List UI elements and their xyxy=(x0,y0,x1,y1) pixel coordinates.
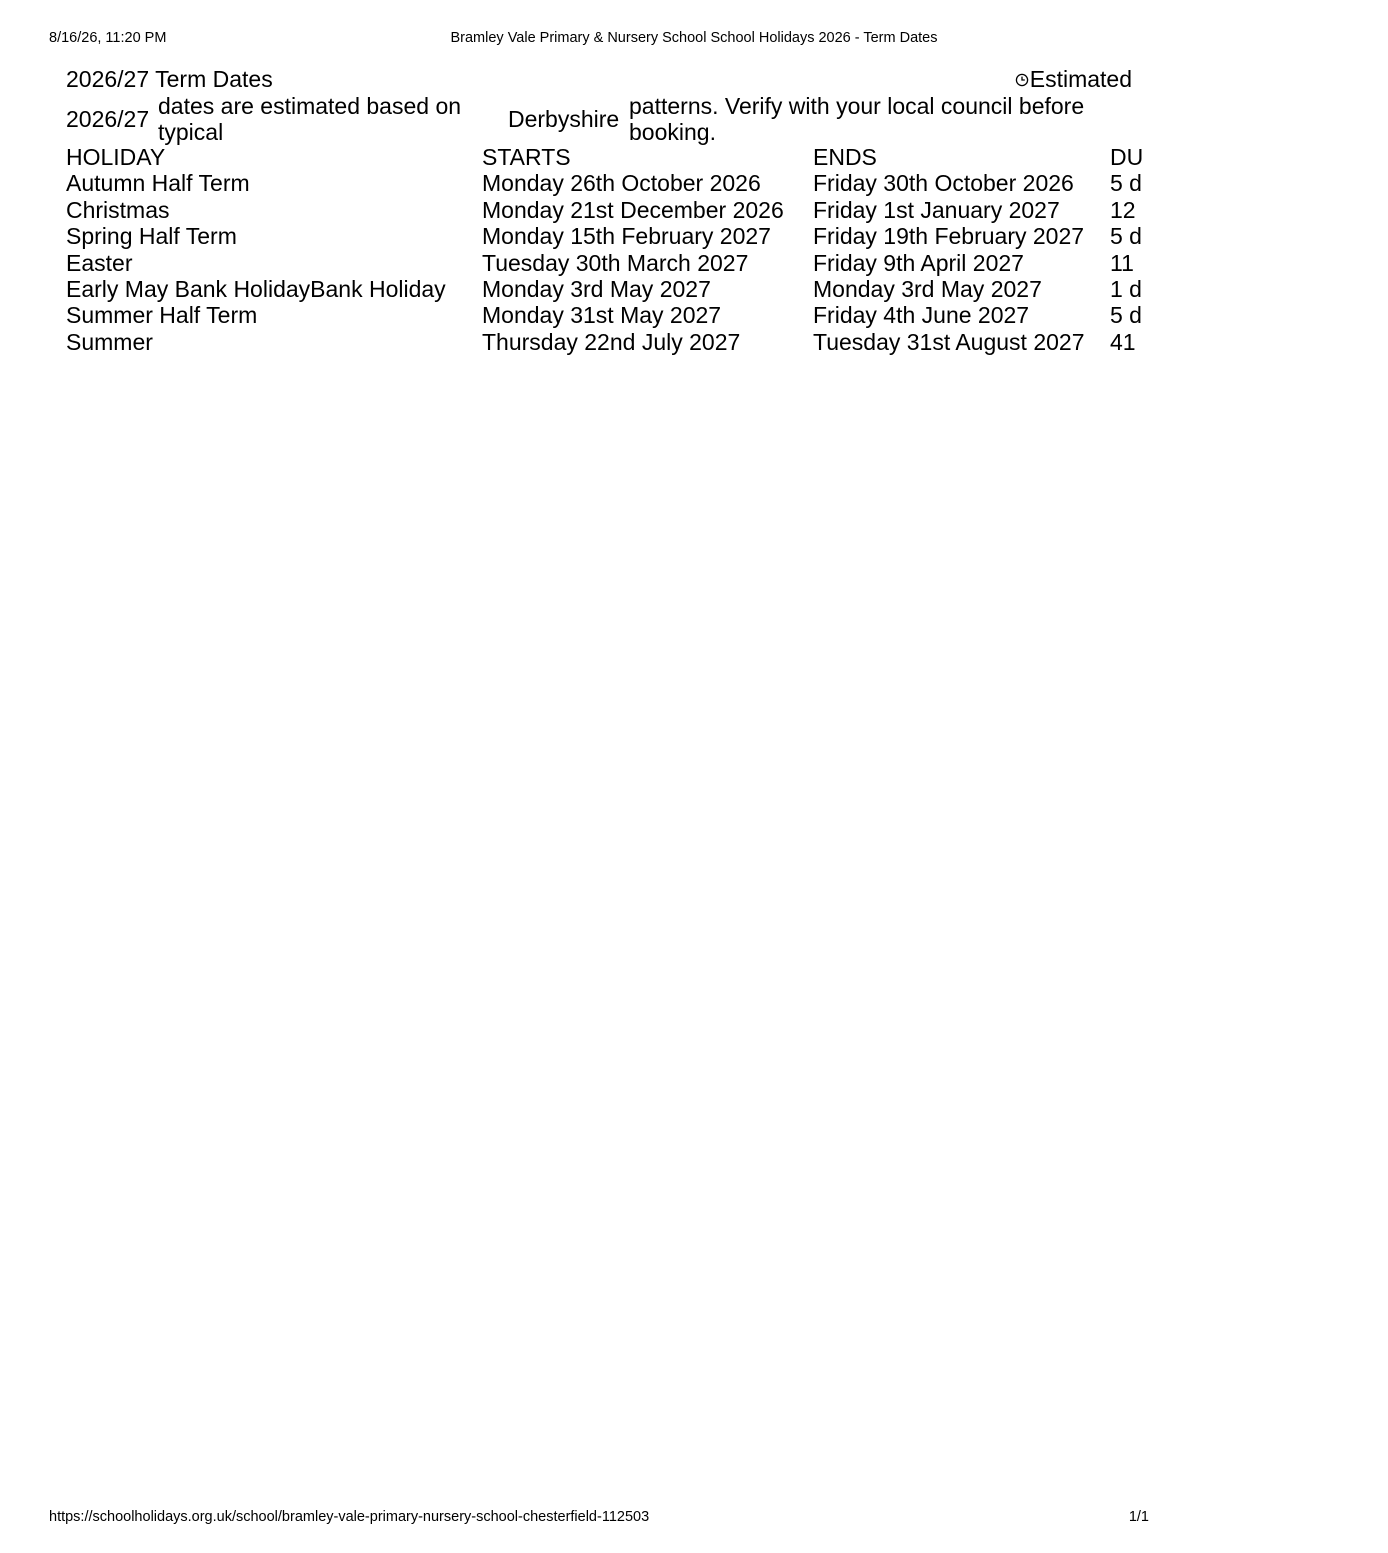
holiday-duration: 11 xyxy=(1110,249,1134,276)
holiday-end: Friday 1st January 2027 xyxy=(813,196,1060,223)
column-header-ends: ENDS xyxy=(813,144,877,170)
holiday-end: Friday 19th February 2027 xyxy=(813,223,1085,250)
holiday-end: Friday 30th October 2026 xyxy=(813,170,1074,197)
holiday-duration: 5 d xyxy=(1110,302,1142,329)
holiday-end: Monday 3rd May 2027 xyxy=(813,275,1042,302)
holiday-end: Friday 9th April 2027 xyxy=(813,249,1024,276)
holiday-duration: 12 xyxy=(1110,196,1136,223)
column-header-holiday: HOLIDAY xyxy=(66,144,166,170)
notice-county: Derbyshire xyxy=(508,106,620,132)
holiday-start: Monday 26th October 2026 xyxy=(482,170,761,197)
notice-text-end: patterns. Verify with your local council before booking. xyxy=(629,93,1085,145)
column-header-duration: DU xyxy=(1110,144,1144,170)
print-page-number: 1/1 xyxy=(1128,1509,1149,1525)
holiday-duration: 1 d xyxy=(1110,275,1142,302)
status-label: Estimated xyxy=(1029,66,1132,92)
table-row xyxy=(66,250,1166,276)
table-row xyxy=(66,329,1166,355)
holiday-name: Summer Half Term xyxy=(66,302,258,329)
print-datetime: 8/16/26, 11:20 PM xyxy=(49,30,167,46)
table-row xyxy=(66,170,1166,196)
holiday-start: Monday 21st December 2026 xyxy=(482,196,784,223)
clock-icon xyxy=(1015,73,1029,87)
table-row xyxy=(66,223,1166,249)
holiday-end: Tuesday 31st August 2027 xyxy=(813,328,1085,355)
holiday-name: Early May Bank HolidayBank Holiday xyxy=(66,275,446,302)
holiday-name: Summer xyxy=(66,328,153,355)
table-header-row xyxy=(66,144,1166,170)
holiday-duration: 5 d xyxy=(1110,170,1142,197)
notice-year: 2026/27 xyxy=(66,106,150,132)
column-header-starts: STARTS xyxy=(482,144,571,170)
estimate-notice xyxy=(66,92,1132,146)
holiday-name: Easter xyxy=(66,249,133,276)
table-row xyxy=(66,197,1166,223)
holiday-start: Thursday 22nd July 2027 xyxy=(482,328,741,355)
table-row xyxy=(66,276,1166,302)
holiday-name: Autumn Half Term xyxy=(66,170,250,197)
status-badge xyxy=(1015,65,1132,93)
holiday-duration: 41 xyxy=(1110,328,1136,355)
notice-text-start: dates are estimated based on typical xyxy=(158,93,462,145)
term-dates-section xyxy=(66,65,1144,365)
holiday-end: Friday 4th June 2027 xyxy=(813,302,1030,329)
print-page-title: Bramley Vale Primary & Nursery School School Holidays 2026 - Term Dates xyxy=(450,30,938,46)
print-url: https://schoolholidays.org.uk/school/bramley-vale-primary-nursery-school-chesterfield-112503 xyxy=(49,1509,650,1525)
holiday-table xyxy=(66,144,1166,355)
holiday-name: Christmas xyxy=(66,196,170,223)
holiday-start: Monday 3rd May 2027 xyxy=(482,275,711,302)
holiday-start: Monday 31st May 2027 xyxy=(482,302,722,329)
holiday-start: Monday 15th February 2027 xyxy=(482,223,771,250)
term-title-row xyxy=(66,65,1132,93)
table-row xyxy=(66,302,1166,328)
term-season-heading: 2026/27 Term Dates xyxy=(66,66,273,92)
holiday-start: Tuesday 30th March 2027 xyxy=(482,249,749,276)
holiday-name: Spring Half Term xyxy=(66,223,237,250)
holiday-duration: 5 d xyxy=(1110,223,1142,250)
